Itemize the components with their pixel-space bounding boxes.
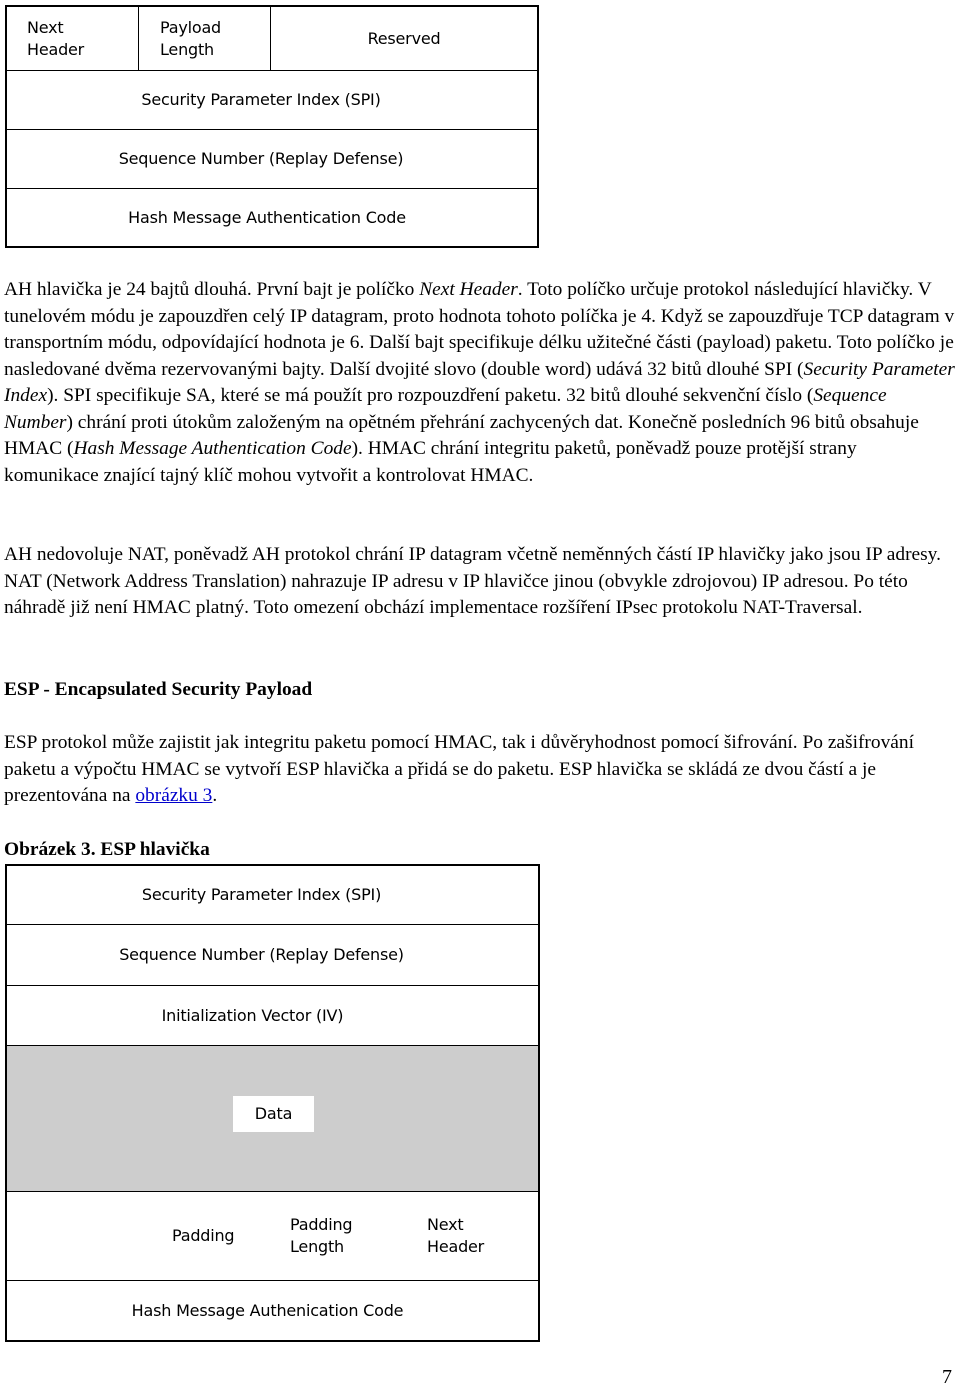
ah-next-header-label: Next Header — [27, 17, 85, 59]
figure-caption: Obrázek 3. ESP hlavička — [4, 839, 210, 860]
para1-italic-next-header: Next Header — [419, 279, 518, 300]
esp-iv-cell — [6, 985, 539, 1046]
para1-italic-hmac: Hash Message Authentication Code — [73, 438, 352, 459]
esp-padding-label: Padding — [172, 1226, 235, 1245]
ah-spi-cell — [6, 70, 538, 130]
para1-text-2: . Toto políčko určuje protokol následující hlavičky. V tunelovém módu je zapouzdřen celý IP datagram, proto hodnota tohoto políčka je 4. Když se zapouzdřuje TCP datagram v transportním módu, odpovídající hodnota je 6. Další bajt specifikuje délku užitečné části (payload) paketu. Toto políčko je nasledované dvěma rezervovanými bajty. Další dvojité slovo (double word) udává 32 bitů dlouhé SPI ( — [4, 279, 955, 380]
para1-italic-sequence: Sequence Number — [4, 385, 887, 433]
ah-header-diagram — [5, 5, 539, 248]
esp-hmac-cell — [6, 1280, 539, 1341]
para1-text-4: ) chrání proti útokům založeným na opětném přehrání zachycených dat. Konečně posledních 96 bitů obsahuje HMAC ( — [4, 411, 919, 459]
esp-padding-length-label: Padding Length — [290, 1215, 353, 1256]
esp-next-header-label: Next Header — [427, 1215, 485, 1256]
esp-data-region — [6, 1045, 539, 1192]
figure-3-link[interactable]: obrázku 3 — [135, 785, 213, 806]
section-heading-esp: ESP - Encapsulated Security Payload — [4, 679, 313, 700]
paragraph-ah-nat: AH nedovoluje NAT, poněvadž AH protokol chrání IP datagram včetně neměnných částí IP hlavičky jako jsou IP adresy. NAT (Network Address Translation) nahrazuje IP adresu v IP hlavičce jinou (obvykle zdrojovou) IP adresou. Po této náhradě již není HMAC platný. Toto omezení obchází implementace rozšíření IPsec protokolu NAT-Traversal. — [4, 544, 941, 618]
ah-payload-length-label: Payload Length — [160, 17, 221, 59]
esp-spi-cell — [6, 865, 539, 925]
ah-payload-length-cell — [138, 6, 271, 71]
para3-text: ESP protokol může zajistit jak integritu paketu pomocí HMAC, tak i důvěryhodnost pomocí šifrování. Po zašifrování paketu a výpočtu HMAC se vytvoří ESP hlavička a přidá se do paketu. ESP hlavička se skládá ze dvou částí a je prezentována na — [4, 732, 914, 806]
ah-reserved-cell — [270, 6, 538, 71]
esp-padding-length-cell — [272, 1191, 406, 1281]
esp-padding-cell — [6, 1191, 273, 1281]
esp-hmac-label: Hash Message Authenication Code — [131, 1300, 404, 1320]
ah-hmac-cell — [6, 188, 538, 247]
esp-data-label: Data — [254, 1104, 293, 1123]
ah-sequence-label: Sequence Number (Replay Defense) — [118, 149, 404, 168]
paragraph-ah-description — [4, 277, 956, 489]
esp-sequence-label: Sequence Number (Replay Defense) — [119, 945, 404, 964]
paragraph-esp-description — [4, 730, 956, 810]
page-number: 7 — [942, 1366, 952, 1388]
ah-sequence-cell — [6, 129, 538, 189]
esp-next-header-cell — [405, 1191, 539, 1281]
esp-header-diagram — [5, 864, 540, 1342]
ah-hmac-label: Hash Message Authentication Code — [128, 207, 406, 227]
esp-iv-label: Initialization Vector (IV) — [161, 1005, 344, 1025]
para1-italic-spi: Security Parameter Index — [4, 358, 955, 406]
para1-text-5: ). HMAC chrání integritu paketů, poněvadž pouze protější strany komunikace znající tajný klíč mohou vytvořit a kontrolovat HMAC. — [4, 438, 857, 486]
esp-sequence-cell — [6, 924, 539, 986]
ah-next-header-cell — [6, 6, 139, 71]
para1-text-1: AH hlavička je 24 bajtů dlouhá. První bajt je políčko — [4, 279, 420, 300]
esp-data-cell — [233, 1096, 314, 1132]
ah-spi-label: Security Parameter Index (SPI) — [141, 90, 381, 109]
ah-reserved-label: Reserved — [367, 28, 441, 48]
para1-text-3: ). SPI specifikuje SA, které se má použít pro rozpouzdření paketu. 32 bitů dlouhé sekvenční číslo ( — [47, 385, 814, 406]
esp-spi-label: Security Parameter Index (SPI) — [141, 885, 382, 904]
para3-end: . — [212, 785, 218, 806]
